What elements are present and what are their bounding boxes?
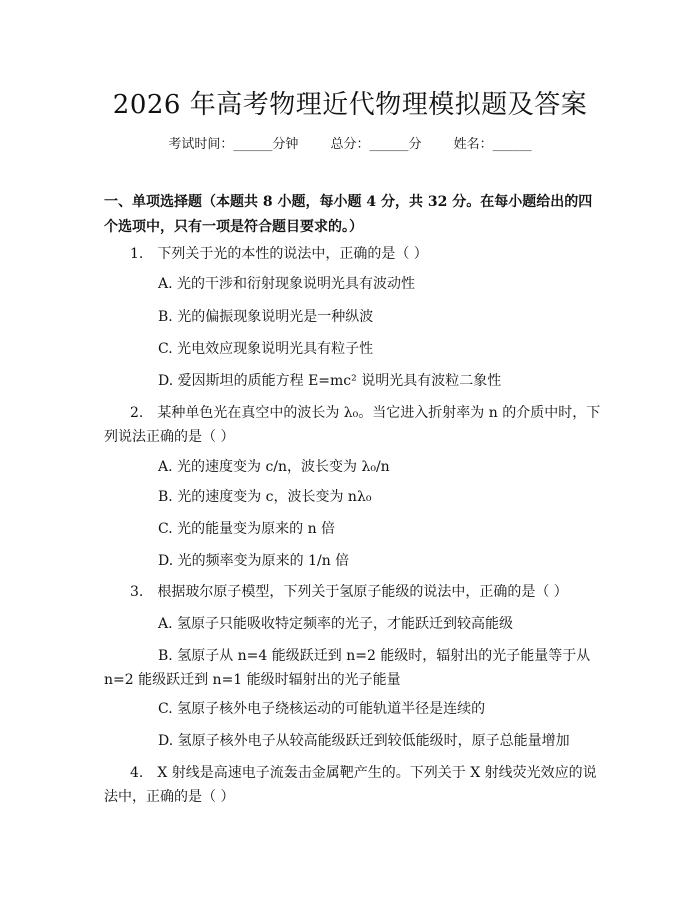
question-2-stem: 2. 某种单色光在真空中的波长为 λ₀。当它进入折射率为 n 的介质中时，下列说法正确的是（ ）	[104, 405, 601, 445]
section-heading: 一、单项选择题（本题共 8 小题，每小题 4 分，共 32 分。在每小题给出的四个选项中，只有一项是符合题目要求的。）	[104, 194, 593, 235]
question-1-option-d: D. 爱因斯坦的质能方程 E=mc² 说明光具有波粒二象性	[158, 373, 502, 389]
exam-time-field: 考试时间：______分钟	[168, 137, 299, 152]
question-1-stem: 1. 下列关于光的本性的说法中，正确的是（ ）	[130, 246, 428, 262]
question-1-option-a: A. 光的干涉和衍射现象说明光具有波动性	[158, 276, 416, 292]
question-2-option-c: C. 光的能量变为原来的 n 倍	[158, 521, 336, 537]
question-2-option-a: A. 光的速度变为 c/n，波长变为 λ₀/n	[158, 459, 390, 475]
question-2-option-b: B. 光的速度变为 c，波长变为 nλ₀	[158, 489, 372, 505]
question-2-option-d: D. 光的频率变为原来的 1/n 倍	[158, 553, 350, 569]
question-4-stem: 4. X 射线是高速电子流轰击金属靶产生的。下列关于 X 射线荧光效应的说法中，正确的是（ ）	[104, 765, 597, 805]
student-name-field: 姓名：______	[453, 137, 532, 152]
total-score-field: 总分：______分	[330, 137, 422, 152]
question-3-option-c: C. 氢原子核外电子绕核运动的可能轨道半径是连续的	[158, 701, 486, 717]
exam-meta	[0, 133, 700, 152]
question-3-option-d: D. 氢原子核外电子从较高能级跃迁到较低能级时，原子总能量增加	[158, 733, 570, 749]
question-3-stem: 3. 根据玻尔原子模型，下列关于氢原子能级的说法中，正确的是（ ）	[130, 584, 568, 600]
question-3-option-a: A. 氢原子只能吸收特定频率的光子，才能跃迁到较高能级	[158, 616, 514, 632]
question-3-option-b: B. 氢原子从 n=4 能级跃迁到 n=2 能级时，辐射出的光子能量等于从 n=2 能级跃迁到 n=1 能级时辐射出的光子能量	[104, 648, 591, 688]
question-1-option-b: B. 光的偏振现象说明光是一种纵波	[158, 309, 374, 325]
question-1-option-c: C. 光电效应现象说明光具有粒子性	[158, 341, 374, 357]
page-title: 2026 年高考物理近代物理模拟题及答案	[112, 90, 588, 120]
